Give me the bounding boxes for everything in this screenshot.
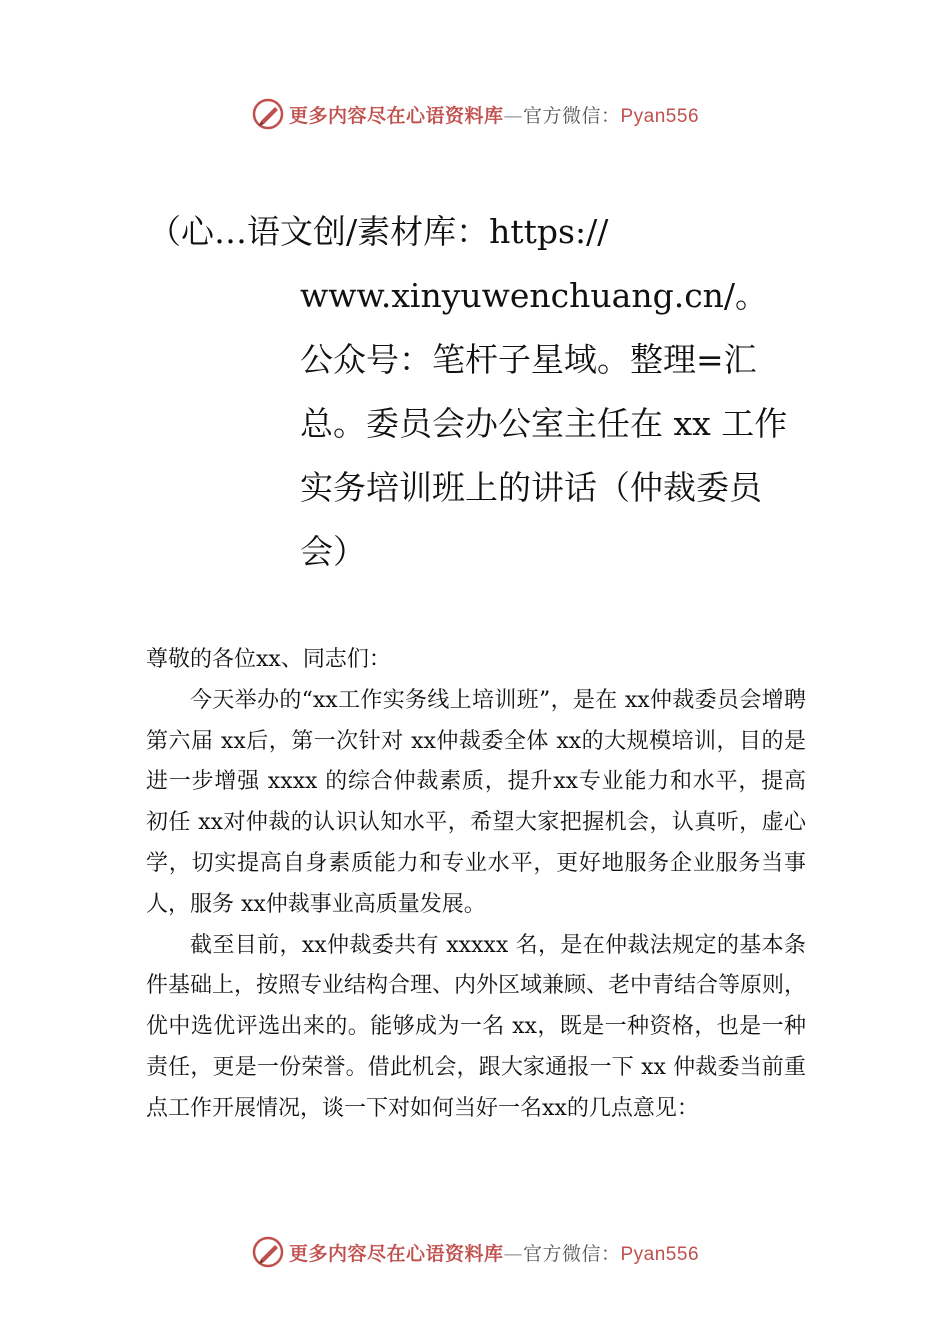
header-banner xyxy=(0,94,950,134)
footer-banner-wechat-id: Pyan556 xyxy=(620,1243,700,1265)
banner-text xyxy=(289,101,699,128)
salutation: 尊敬的各位xx、同志们： xyxy=(146,647,391,672)
paragraph-2: 截至目前，xx仲裁委共有 xxxxx 名，是在仲裁法规定的基本条件基础上，按照专业结构合理、内外区域兼顾、老中青结合等原则，优中选优评选出来的。能够成为一名 xx，既是一种资格，也是一种责任，更是一份荣誉。借此机会，跟大家通报一下 xx 仲裁委当前重点工作开展情况，谈一下对如何当好一名xx的几点意见： xyxy=(146,932,807,1121)
paragraph-1: 今天举办的“xx工作实务线上培训班”，是在 xx仲裁委员会增聘第六届 xx后，第一次针对 xx仲裁委全体 xx的大规模培训，目的是进一步增强 xxxx 的综合仲裁素质，提升xx专业能力和水平，提高初任 xx对仲裁的认识认知水平，希望大家把握机会，认真听，虚心学，切实提高自身素质能力和专业水平，更好地服务企业服务当事人，服务 xx仲裁事业高质量发展。 xyxy=(146,687,806,917)
banner-wechat-id: Pyan556 xyxy=(620,105,700,127)
banner-wechat-label: 官方微信： xyxy=(522,104,621,127)
footer-banner-wechat-label: 官方微信： xyxy=(522,1242,621,1265)
footer-banner-main: 更多内容尽在心语资料库 xyxy=(288,1242,504,1265)
document-body xyxy=(146,640,806,1130)
footer-banner-dash: — xyxy=(503,1242,523,1265)
title-line-1: （心…语文创/素材库：https:// xyxy=(148,212,609,251)
document-title xyxy=(148,200,808,584)
banner-dash: — xyxy=(503,104,523,127)
pen-logo-icon xyxy=(251,97,285,131)
footer-banner-text xyxy=(289,1239,699,1266)
banner-main: 更多内容尽在心语资料库 xyxy=(288,104,504,127)
title-rest: www.xinyuwenchuang.cn/。公众号：笔杆子星域。整理=汇总。委员会办公室主任在 xx 工作实务培训班上的讲话（仲裁委员会） xyxy=(300,276,788,571)
footer-banner xyxy=(0,1232,950,1272)
pen-logo-icon xyxy=(251,1235,285,1269)
